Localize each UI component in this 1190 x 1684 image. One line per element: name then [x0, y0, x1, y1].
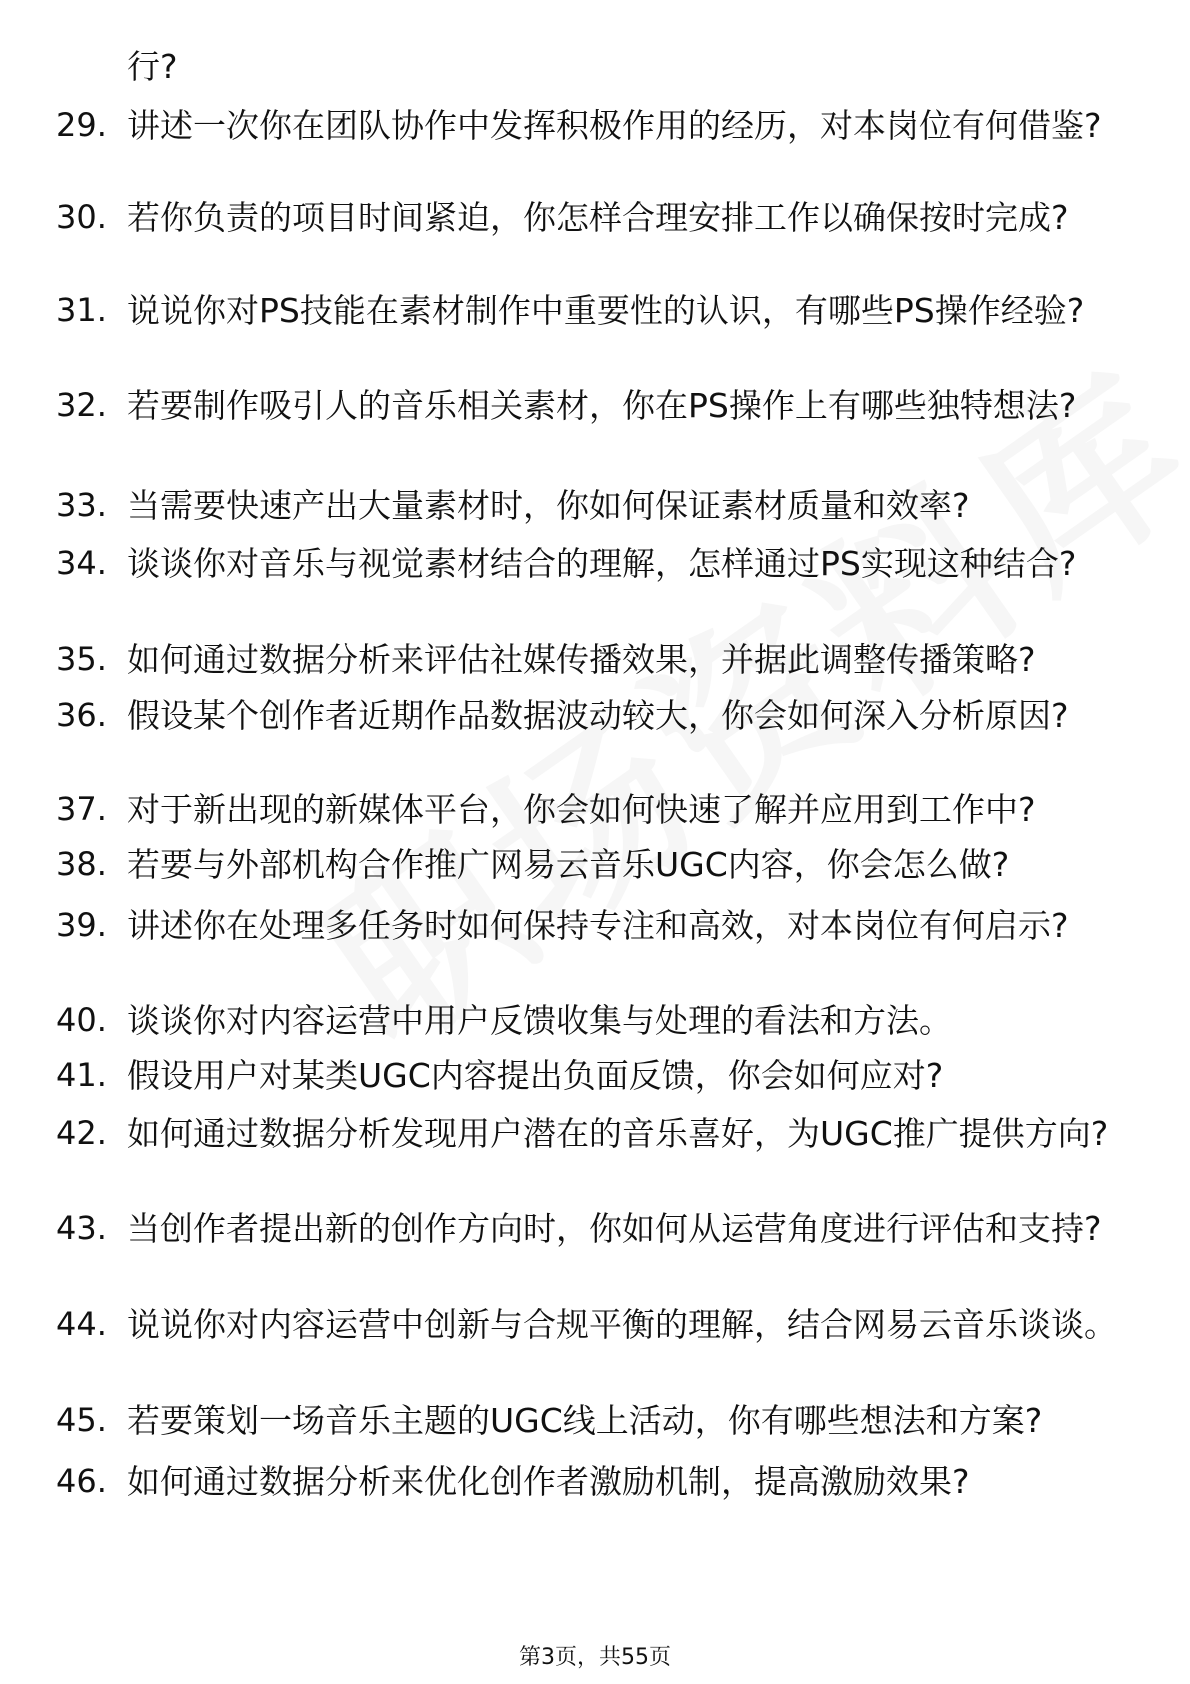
question-number: 32. [56, 386, 107, 424]
page-footer: 第3页，共55页 [519, 1645, 671, 1670]
question-number: 46. [56, 1462, 107, 1500]
question-text: 如何通过数据分析来优化创作者激励机制，提高激励效果? [127, 1462, 970, 1501]
question-number: 29. [56, 106, 107, 144]
question-text: 若你负责的项目时间紧迫，你怎样合理安排工作以确保按时完成? [127, 198, 1069, 237]
question-text: 当创作者提出新的创作方向时，你如何从运营角度进行评估和支持? [127, 1209, 1102, 1248]
question-text: 谈谈你对音乐与视觉素材结合的理解，怎样通过PS实现这种结合? [127, 544, 1077, 583]
question-text: 假设用户对某类UGC内容提出负面反馈，你会如何应对? [127, 1056, 944, 1095]
question-number: 40. [56, 1001, 107, 1039]
question-text: 若要与外部机构合作推广网易云音乐UGC内容，你会怎么做? [127, 845, 1010, 884]
question-text: 行? [127, 47, 178, 86]
question-number: 42. [56, 1114, 107, 1152]
question-text: 如何通过数据分析发现用户潜在的音乐喜好，为UGC推广提供方向? [127, 1114, 1109, 1153]
question-text: 当需要快速产出大量素材时，你如何保证素材质量和效率? [127, 486, 970, 525]
question-number: 34. [56, 544, 107, 582]
question-number: 38. [56, 845, 107, 883]
question-text: 对于新出现的新媒体平台，你会如何快速了解并应用到工作中? [127, 790, 1036, 829]
question-number: 44. [56, 1305, 107, 1343]
question-number: 33. [56, 486, 107, 524]
question-number: 30. [56, 198, 107, 236]
question-number: 31. [56, 291, 107, 329]
question-text: 谈谈你对内容运营中用户反馈收集与处理的看法和方法。 [127, 1001, 952, 1040]
question-number: 43. [56, 1209, 107, 1247]
question-text: 若要策划一场音乐主题的UGC线上活动，你有哪些想法和方案? [127, 1401, 1043, 1440]
question-text: 若要制作吸引人的音乐相关素材，你在PS操作上有哪些独特想法? [127, 386, 1077, 425]
question-number: 36. [56, 696, 107, 734]
question-number: 35. [56, 640, 107, 678]
question-number: 41. [56, 1056, 107, 1094]
question-text: 说说你对PS技能在素材制作中重要性的认识，有哪些PS操作经验? [127, 291, 1085, 330]
question-text: 如何通过数据分析来评估社媒传播效果，并据此调整传播策略? [127, 640, 1036, 679]
question-number: 45. [56, 1401, 107, 1439]
question-text: 讲述你在处理多任务时如何保持专注和高效，对本岗位有何启示? [127, 906, 1069, 945]
question-text: 假设某个创作者近期作品数据波动较大，你会如何深入分析原因? [127, 696, 1069, 735]
question-text: 说说你对内容运营中创新与合规平衡的理解，结合网易云音乐谈谈。 [127, 1305, 1117, 1344]
question-number: 37. [56, 790, 107, 828]
question-text: 讲述一次你在团队协作中发挥积极作用的经历，对本岗位有何借鉴? [127, 106, 1102, 145]
question-number: 39. [56, 906, 107, 944]
